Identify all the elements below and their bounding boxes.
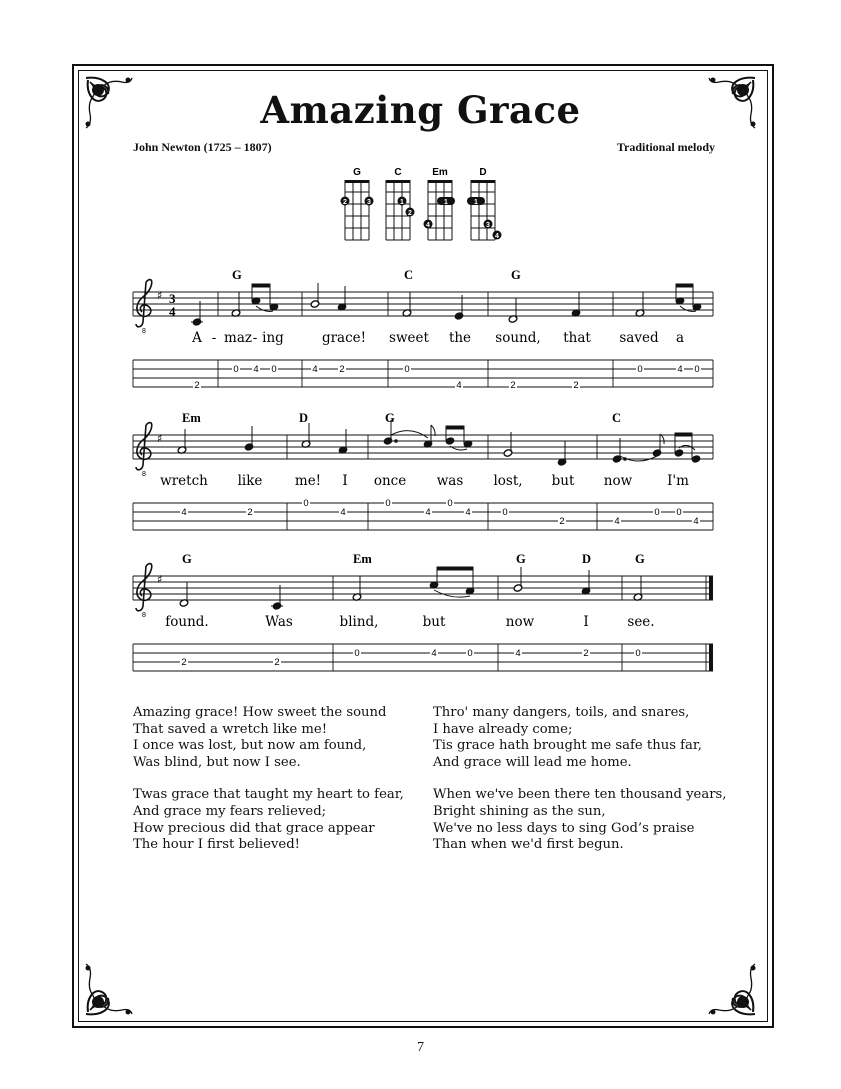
tab-number: 4	[312, 364, 318, 375]
chord-name: Em	[432, 167, 448, 178]
song-title: Amazing Grace	[260, 88, 581, 132]
verse-line: That saved a wretch like me!	[133, 721, 328, 737]
chord-label: D	[582, 552, 592, 566]
key-sharp: ♯	[157, 432, 163, 445]
lyric: blind,	[339, 614, 379, 630]
lyric: now	[505, 614, 535, 630]
tab-number: 2	[339, 364, 345, 375]
lyric: see.	[627, 614, 655, 630]
finger-number: 3	[367, 199, 371, 206]
chord-label: G	[385, 411, 395, 425]
chord-label: D	[299, 411, 309, 425]
tab-number: 0	[676, 507, 682, 518]
lyric: like	[237, 473, 263, 489]
lyric: found.	[165, 614, 209, 630]
lyric: was	[436, 473, 464, 489]
lyric: sound,	[495, 330, 541, 346]
lyric: wretch	[160, 473, 208, 489]
chord-label: G	[232, 268, 242, 282]
tab-number: 0	[447, 498, 453, 509]
tab-number: 2	[194, 380, 200, 391]
clef-8: 8	[142, 328, 146, 335]
corner-ornament-bottom-left-icon	[82, 954, 138, 1018]
verse-line: I once was lost, but now am found,	[133, 738, 367, 754]
tab-number: 4	[340, 507, 346, 518]
tab-number: 4	[693, 516, 699, 527]
tab-number: 2	[573, 380, 579, 391]
tab-number: 0	[694, 364, 700, 375]
lyric: lost,	[493, 473, 523, 489]
verse-line: Twas grace that taught my heart to fear,	[133, 787, 404, 803]
tab-number: 4	[425, 507, 431, 518]
tab-number: 0	[271, 364, 277, 375]
lyric: once	[373, 473, 407, 489]
tab-number: 0	[303, 498, 309, 509]
chord-label: Em	[182, 411, 201, 425]
finger-number: 3	[486, 222, 490, 229]
tab-number: 0	[637, 364, 643, 375]
tab-number: 4	[614, 516, 620, 527]
verse-line: We've no less days to sing God’s praise	[433, 820, 695, 836]
lyric: now	[603, 473, 633, 489]
verse-line: Amazing grace! How sweet the sound	[133, 705, 387, 720]
page-number: 7	[417, 1040, 424, 1055]
verse-line: Tis grace hath brought me safe thus far,	[433, 738, 702, 754]
verse-line: Bright shining as the sun,	[433, 803, 606, 819]
chord-name: D	[479, 167, 487, 178]
chord-label: G	[516, 552, 526, 566]
verse-line: I have already come;	[433, 721, 573, 737]
verse-line: The hour I first believed!	[133, 837, 300, 853]
chord-label: G	[511, 268, 521, 282]
lyric: I	[342, 473, 348, 489]
verse-line: How precious did that grace appear	[133, 820, 375, 836]
tab-number: 0	[654, 507, 660, 518]
tab-number: 0	[467, 648, 473, 659]
clef-8: 8	[142, 612, 146, 619]
finger-number: 2	[343, 199, 347, 206]
stanza-4	[433, 787, 727, 853]
finger-number: 4	[495, 233, 499, 240]
chord-label: Em	[353, 552, 372, 566]
verse-line: Thro' many dangers, toils, and snares,	[433, 705, 690, 720]
stanza-3	[433, 705, 727, 771]
system-3	[133, 552, 713, 671]
finger-number: 1	[474, 199, 478, 206]
verse-line: Than when we'd first begun.	[433, 837, 624, 853]
finger-number: 4	[426, 222, 430, 229]
tab-number: 4	[515, 648, 521, 659]
corner-ornament-bottom-right-icon	[703, 954, 759, 1018]
chord-label: G	[635, 552, 645, 566]
tab-number: 4	[456, 380, 462, 391]
lyric: maz	[224, 330, 252, 346]
chord-label: G	[182, 552, 192, 566]
time-top: 3	[169, 291, 176, 306]
lyric: I'm	[667, 473, 689, 489]
tab-number: 4	[465, 507, 471, 518]
clef-8: 8	[142, 471, 146, 478]
tab-number: 4	[431, 648, 437, 659]
tab-number: 2	[510, 380, 516, 391]
tab-number: 0	[233, 364, 239, 375]
chord-label: C	[612, 411, 622, 425]
tab-number: 2	[583, 648, 589, 659]
tab-number: 0	[385, 498, 391, 509]
lyricist-credit: John Newton (1725 – 1807)	[133, 140, 272, 154]
lyric: the	[448, 330, 472, 346]
tab-number: 0	[502, 507, 508, 518]
tab-number: 2	[274, 657, 280, 668]
composer-credit: Traditional melody	[616, 140, 715, 154]
tab-number: 2	[181, 657, 187, 668]
lyric: sweet	[389, 330, 429, 346]
time-bottom: 4	[169, 304, 176, 319]
finger-number: 2	[408, 210, 412, 217]
system-2	[133, 411, 713, 530]
lyric: Was	[265, 614, 293, 630]
chord-label: C	[404, 268, 414, 282]
verse-line: Was blind, but now I see.	[133, 754, 301, 770]
finger-number: 1	[444, 199, 448, 206]
lyric: saved	[619, 330, 659, 346]
finger-number: 1	[400, 199, 404, 206]
lyric: I	[583, 614, 589, 630]
tab-number: 0	[635, 648, 641, 659]
key-sharp: ♯	[157, 289, 163, 302]
lyric: grace!	[321, 330, 367, 346]
tab-number: 2	[247, 507, 253, 518]
chord-name: G	[353, 167, 361, 178]
tab-number: 4	[181, 507, 187, 518]
stanza-2	[133, 787, 404, 853]
lyric: -	[211, 330, 217, 346]
tab-number: 0	[404, 364, 410, 375]
lyric: but	[551, 473, 575, 489]
lyric: me!	[294, 473, 322, 489]
system-1	[133, 268, 713, 391]
lyric: that	[563, 330, 591, 346]
tab-number: 4	[677, 364, 683, 375]
lyric: -	[252, 330, 258, 346]
verse-line: And grace will lead me home.	[433, 754, 632, 770]
verses-right-column	[433, 705, 727, 870]
tab-number: 0	[354, 648, 360, 659]
tab-number: 2	[559, 516, 565, 527]
verse-line: And grace my fears relieved;	[133, 803, 327, 819]
key-sharp: ♯	[157, 573, 163, 586]
tab-number: 4	[253, 364, 259, 375]
lyric: a	[675, 330, 685, 346]
verses-left-column	[133, 705, 404, 870]
stanza-1	[133, 705, 404, 771]
chord-name: C	[394, 167, 402, 178]
lyric: A	[192, 330, 202, 346]
lyric: ing	[262, 330, 284, 346]
verse-line: When we've been there ten thousand years,	[433, 787, 727, 803]
lyric: but	[422, 614, 446, 630]
